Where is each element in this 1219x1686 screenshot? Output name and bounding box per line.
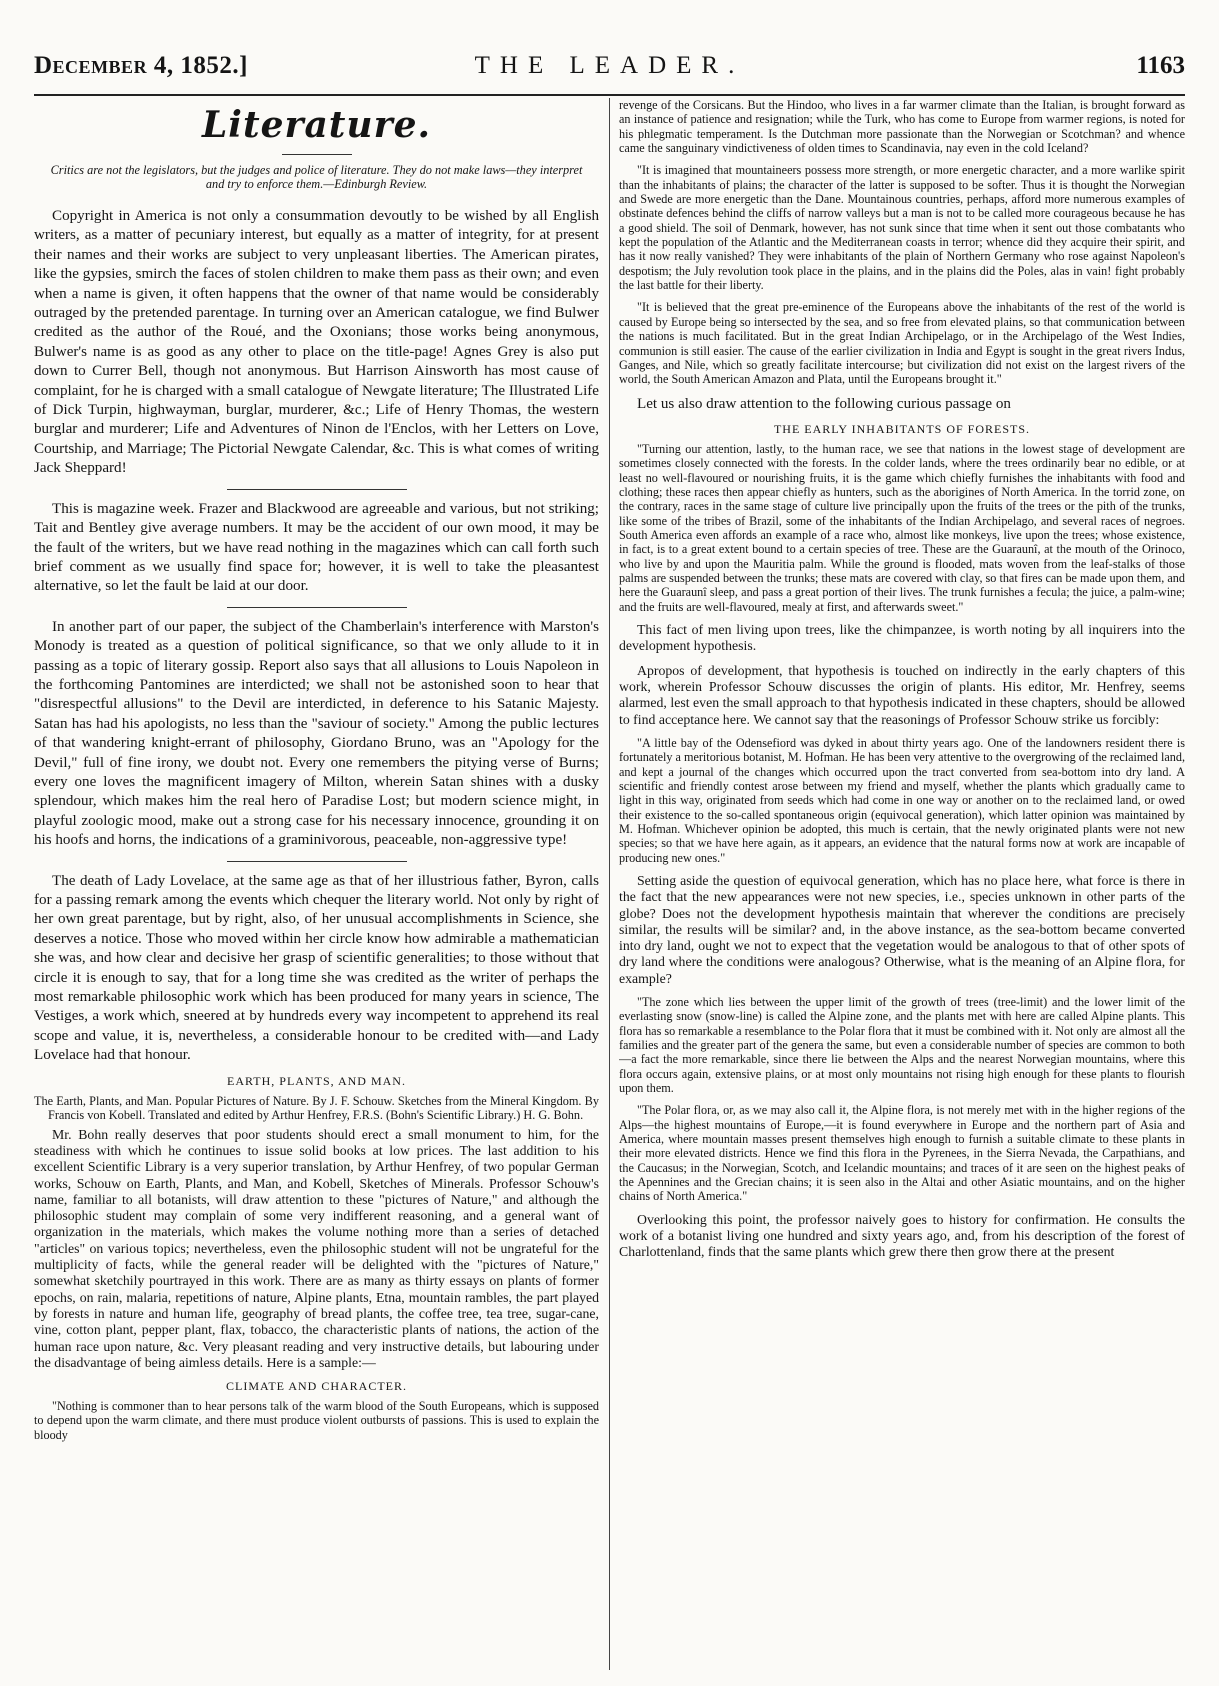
sub-heading: CLIMATE AND CHARACTER.: [225, 1379, 407, 1394]
review-paragraph: Overlooking this point, the professor naively goes to history for confirmation. He consults the work of a botanist living one hundred and sixty years ago, and, from his description of the forest of Charlottenland, finds that the same plants which grew there then grow there at the present: [619, 1211, 1185, 1260]
column-divider: [609, 98, 610, 1670]
masthead: [34, 52, 1185, 96]
review-paragraph: Setting aside the question of equivocal generation, which has no place here, what force is there in the fact that the new appearances were not new species, i.e., species unknown in other parts of the globe? Does not the development hypothesis maintain that wherever the conditions are precisely similar, the results will be similar? and, in the above instance, as the sea-bottom became converted into dry land, ought we not to expect that the vegetation would be analogous to that of other spots of dry land where the conditions were analogous? Otherwise, what is the meaning of an Alpine flora, for example?: [619, 872, 1185, 986]
article-paragraph: The death of Lady Lovelace, at the same age as that of her illustrious father, Byron, calls for a passing remark among the events which chequer the literary world. Not only by right of her own great parentage, but by right, also, of her unusual accomplishments in Science, she deserves a notice. Those who moved within her circle know how admirable a mathematician she was, and how clear and decisive her grasp of scientific generalities; to those without that circle it is enough to say, that for a long time she was credited as the writer of perhaps the most remarkable philosophic work which has been produced for many years in science, The Vestiges, a work which, sneered at by hundreds every way incompetent to apprehend its real scope and value, it is, nevertheless, a considerable honour to be credited with—and Lady Lovelace had that honour.: [34, 872, 599, 1064]
sub-heading: THE EARLY INHABITANTS OF FORESTS.: [773, 421, 1031, 436]
article-heading: EARTH, PLANTS, AND MAN.: [227, 1073, 406, 1088]
review-paragraph: Mr. Bohn really deserves that poor students should erect a small monument to him, for the steadiness with which he continues to issue solid books at low prices. The last addition to his excellent Scientific Library is a very superior translation, by Arthur Henfrey, of two popular German works, Schouw on Earth, Plants, and Man, and Kobell, Sketches of Minerals. Professor Schouw's name, familiar to all botanists, will draw attention to these "pictures of Nature," and although the philosophic student may complain of some very indifferent reasoning, and a general want of organization in the materials, which makes the volume nothing more than a series of detached "articles" on various topics; nevertheless, even the philosophic student will not be ungrateful for the multiplicity of facts, while the general reader will be delighted with the "pictures of Nature," somewhat sketchily pourtrayed in this work. There are as many as thirty essays on plants of former epochs, on rain, malaria, repetitions of nature, Alpine plants, Etna, mountain rambles, the part played by forests in nature and human life, geography of bread plants, the coffee tree, tea tree, sugar-cane, vine, cotton plant, pepper plant, flax, tobacco, the characteristic plants of nations, the action of the human race upon nature, &c. Very pleasant reading and very instructive details, but labouring under the disadvantage of being aimless details. Here is a sample:—: [34, 1126, 599, 1370]
divider: [227, 489, 407, 490]
right-column: [619, 98, 1185, 1670]
quoted-passage: "Turning our attention, lastly, to the human race, we see that nations in the lowest stage of development are sometimes closely connected with the forests. In the colder lands, where the trees ordinarily bear no edible, or at least no well-flavoured or nourishing fruits, it is the game which chiefly furnishes the inhabitants with food and clothing; these races then appear chiefly as hunters, such as the aborigines of North America. In the torrid zone, on the contrary, races in the same stage of culture live principally upon the fruits of the trees or the pith of the trunks, like some of the tribes of Brazil, some of the inhabitants of the Indian Archipelago, and several races of negroes. South America even affords an example of a race who, almost like monkeys, live upon the trees; whose existence, in fact, is to a great extent bound to a certain species of tree. These are the Guaraunî, at the mouth of the Orinoco, who live by and upon the Mauritia palm. While the ground is flooded, mats woven from the leaf-stalks of those palms are suspended between the trunks; these mats are covered with clay, so that fires can be made upon them, and here the Guaraunî sleep, and pass a great portion of their lives. The trunk furnishes a fecula; the juice, a palm-wine; and the fruits are well-flavoured, mealy at first, and afterwards sweet.": [619, 441, 1185, 614]
quoted-passage: "It is believed that the great pre-eminence of the Europeans above the inhabitants of the rest of the world is caused by Europe being so intersected by the sea, and so free from elevated plains, so that communication between the nations is much facilitated. But in the great Indian Archipelago, or in the Archipelago of the West Indies, communion is still easier. The cause of the earlier civilization in India and Egypt is sought in the great rivers Indus, Ganges, and Nile, which so greatly facilitate intercourse; but civilization did not exist on the largest rivers of the world, the South American Amazon and Plata, until the Europeans brought it.": [619, 300, 1185, 387]
divider: [227, 861, 407, 862]
quoted-passage: "The Polar flora, or, as we may also call it, the Alpine flora, is not merely met with in the higher regions of the Alps—the highest mountains of Europe,—it is found everywhere in Europe and the northern part of Asia and America, where mountain masses present themselves high enough to furnish a suitable climate to these plants in their more elevated districts. Hence we find this flora in the Pyrenees, in the Sierra Nevada, the Carpathians, and the Caucasus; in the Norwegian, Scotch, and Icelandic mountains; and traces of it are seen on the highest peaks of the Apennines and the Grecian chains; it is seen also in the Altai and other Asiatic mountains, and on the higher chains of North America.": [619, 1103, 1185, 1204]
section-title: Literature.: [201, 104, 432, 146]
book-citation: The Earth, Plants, and Man. Popular Pictures of Nature. By J. F. Schouw. Sketches from the Mineral Kingdom. By Francis von Kobell. Translated and edited by Arthur Henfrey, F.R.S. (Bohn's Scientific Library.) H. G. Bohn.: [34, 1093, 599, 1122]
quoted-passage: "A little bay of the Odensefiord was dyked in about thirty years ago. One of the landowners resident there is fortunately a meritorious botanist, M. Hofman. He has been very attentive to the overgrowing of the reclaimed land, and kept a journal of the changes which occurred upon the tract converted from sea-bottom into dry land. A scientific and friendly contest arose between my friend and myself, whether the plants which gradually came to light in this way, originated from seeds which had come in one way or another on to the reclaimed land, or owed their existence to the so-called spontaneous origin (equivocal generation), which latter opinion was maintained by M. Hofman. Whichever opinion be adopted, this much is certain, that the newly originated plants were not new species; so that we have here again, as it appears, an evidence that the natural forms now at work are incapable of producing new ones.": [619, 735, 1185, 865]
section-motto: Critics are not the legislators, but the judges and police of literature. They do not make laws—they interpret and try to enforce them.—Edinburgh Review.: [50, 163, 583, 191]
divider: [282, 154, 352, 155]
article-paragraph: In another part of our paper, the subject of the Chamberlain's interference with Marston's Monody is treated as a question of political significance, so that we only allude to it in passing as a topic of literary gossip. Report also says that all allusions to Louis Napoleon in the forthcoming Pantomines are interdicted; we shall not be astonished soon to hear that "disrespectful allusions" to the Devil are interdicted, in deference to his Satanic Majesty. Satan has had his apologists, no less than the "saviour of society." Among the public lectures of that wandering knight-errant of philosophy, Giordano Bruno, was an "Apology for the Devil," full of fine irony, we doubt not. Every one remembers the pitying verse of Burns; every one loves the magnificent imagery of Milton, wherein Satan shines with a dusky splendour, which makes him the real hero of Paradise Lost; but modern science might, in playful zoologic mood, make out a strong case for his necessary innocence, grounding it on his hoofs and horns, the indications of a graminivorous, peaceable, non-aggressive type!: [34, 618, 599, 849]
issue-date: December 4, 1852.]: [34, 52, 248, 79]
left-column: [34, 98, 599, 1670]
article-paragraph: Copyright in America is not only a consummation devoutly to be wished by all English writers, as a matter of pecuniary interest, but equally as a matter of integrity, for at present their names and their works are subject to very unpleasant liberties. The American pirates, like the gypsies, smirch the faces of stolen children to make them pass as their own; and even when a name is given, it often happens that the owner of that name would be considerably outraged by the pretended parentage. In turning over an American catalogue, we find Bulwer credited as the author of the Roué, and the Oxonians; those works being anonymous, Bulwer's name is as good as any other to place on the title-page! Agnes Grey is also put down to Currer Bell, though not anonymous. But Harrison Ainsworth has most cause of complaint, for he is charged with a small catalogue of Newgate literature; The Illustrated Life of Dick Turpin, highwayman, burglar, murderer, &c.; Life of Henry Thomas, the western burglar and murderer; Life and Adventures of Ninon de l'Enclos, with her Letters on Love, Courtship, and Marriage; The Pictorial Newgate Calendar, &c. This is what comes of writing Jack Sheppard!: [34, 208, 599, 477]
review-paragraph: This fact of men living upon trees, like the chimpanzee, is worth noting by all inquirers into the development hypothesis.: [619, 622, 1185, 654]
review-paragraph: Let us also draw attention to the following curious passage on: [637, 395, 1011, 412]
review-paragraph: Apropos of development, that hypothesis is touched on indirectly in the early chapters of this work, wherein Professor Schouw discusses the origin of plants. His editor, Mr. Henfrey, seems alarmed, lest even the small approach to that hypothesis indicated in these chapters, should be allowed to find acceptance here. We cannot say that the reasonings of Professor Schouw strike us forcibly:: [619, 662, 1185, 727]
quoted-passage: "It is imagined that mountaineers possess more strength, or more energetic character, and a more warlike spirit than the inhabitants of plains; the character of the latter is supposed to be softer. Thus it is thought the Norwegian and Swede are more energetic than the Dane. Mountainous countries, perhaps, afford more numerous examples of obstinate defences behind the cliffs of narrow valleys but a man is not to be called more courageous because he has a good shield. The soil of Denmark, however, has not sunk since that time when it sent out those combatants who kept the population of the Atlantic and the Mediterranean coasts in terror; whence did they acquire their spirit, and has it now really vanished? They were inhabitants of the plain of Northern Germany who rose against Napoleon's despotism; the July revolution took place in the plains, and in the plains did the Poles, alas in vain! fight probably the last battle for their liberty.: [619, 163, 1185, 293]
quoted-passage: "The zone which lies between the upper limit of the growth of trees (tree-limit) and the lower limit of the everlasting snow (snow-line) is called the Alpine zone, and the plants met with here are called Alpine plants. This flora has so remarkable a resemblance to the Polar flora that it must be combined with it. Not only are almost all the families and the greater part of the genera the same, but even a considerable number of species are common to both—a fact the more remarkable, since there lie between the Alps and the nearest Norwegian mountains, where this flora occurs again, extensive plains, or at most only mountains not rising high enough for these plants to flourish upon them.: [619, 995, 1185, 1096]
article-paragraph: This is magazine week. Frazer and Blackwood are agreeable and various, but not striking; Tait and Bentley give average numbers. It may be the accident of our own mood, it may be the fault of the writers, but we have read nothing in the magazines which can call forth such brief comment as we usually find space for; however, it is well to take the pleasantest alternative, so let the fault be laid at our door.: [34, 500, 599, 595]
quoted-passage: revenge of the Corsicans. But the Hindoo, who lives in a far warmer climate than the Italian, is brought forward as an instance of patience and resignation; while the Turk, who has come to Europe from warmer regions, is noted for his phlegmatic temperament. Is the Dutchman more passionate than the Norwegian or Scotchman? and whence came the sanguinary vindictiveness of olden times to Scandinavia, nay even in the cold Iceland?: [619, 98, 1185, 156]
quoted-passage: "Nothing is commoner than to hear persons talk of the warm blood of the South Europeans, which is supposed to depend upon the warm climate, and there must produce violent outbursts of passions. This is used to explain the bloody: [34, 1399, 599, 1442]
divider: [227, 607, 407, 608]
newspaper-title: THE LEADER.: [474, 52, 745, 79]
page-number: 1163: [1136, 52, 1185, 79]
